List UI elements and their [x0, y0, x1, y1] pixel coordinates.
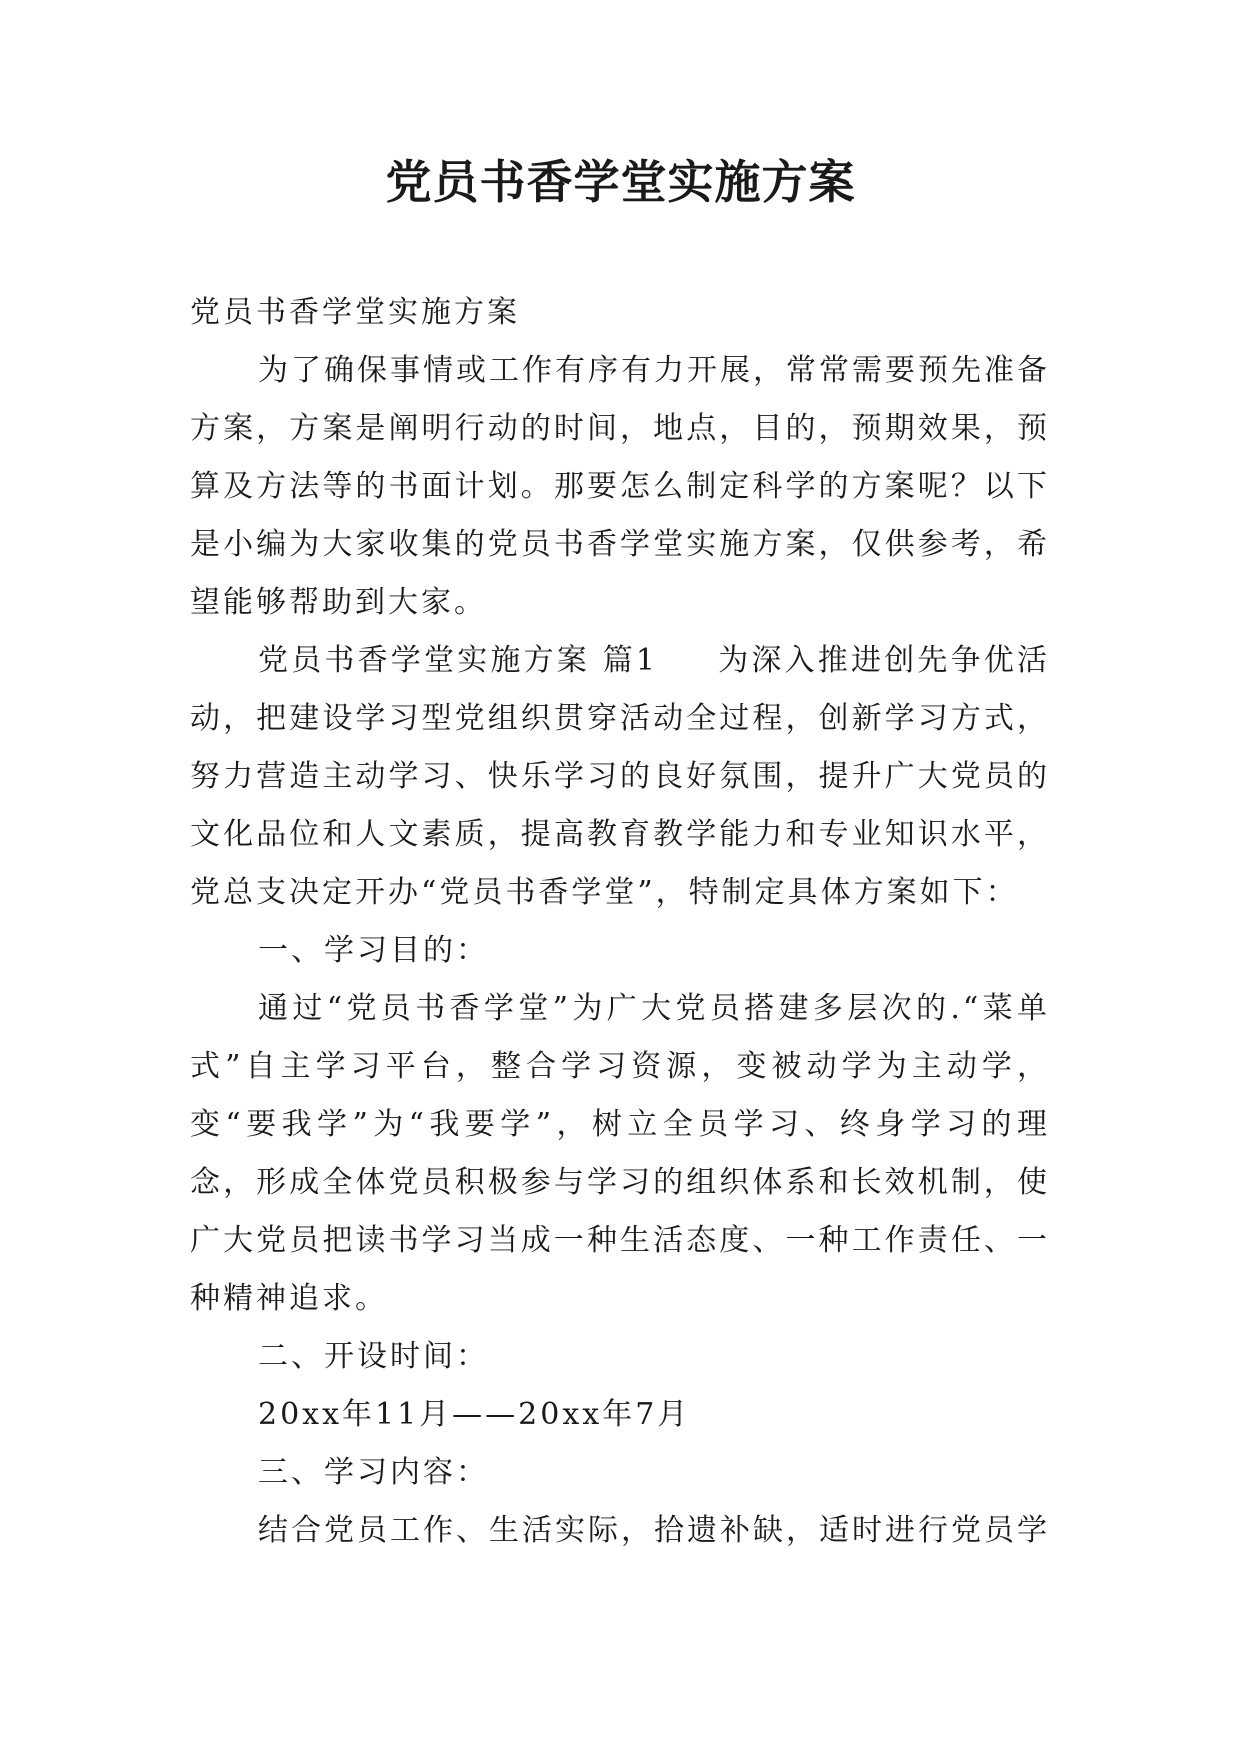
- document-body: [190, 284, 1050, 1560]
- document-subtitle: 党员书香学堂实施方案: [190, 295, 520, 330]
- section1-paragraph: 通过“党员书香学堂”为广大党员搭建多层次的.“菜单式”自主学习平台，整合学习资源，变被动学为主动学，变“要我学”为“我要学”，树立全员学习、终身学习的理念，形成全体党员积极参与学习的组织体系和长效机制，使广大党员把读书学习当成一种生活态度、一种工作责任、一种精神追求。: [190, 991, 1050, 1316]
- chapter-text: 为深入推进创先争优活动，把建设学习型党组织贯穿活动全过程，创新学习方式，努力营造主动学习、快乐学习的良好氛围，提升广大党员的文化品位和人文素质，提高教育教学能力和专业知识水平，党总支决定开办“党员书香学堂”，特制定具体方案如下：: [190, 643, 1051, 910]
- section2-heading: 二、开设时间：: [258, 1339, 489, 1374]
- section2-paragraph: 20xx年11月——20xx年7月: [258, 1397, 691, 1432]
- chapter-label: 党员书香学堂实施方案 篇1: [258, 643, 659, 678]
- chapter-paragraph: [190, 632, 1050, 922]
- intro-paragraph: 为了确保事情或工作有序有力开展，常常需要预先准备方案，方案是阐明行动的时间，地点，目的，预期效果，预算及方法等的书面计划。那要怎么制定科学的方案呢？以下是小编为大家收集的党员书香学堂实施方案，仅供参考，希望能够帮助到大家。: [190, 353, 1050, 620]
- section1-heading: 一、学习目的：: [258, 933, 489, 968]
- document-title: 党员书香学堂实施方案: [385, 155, 856, 209]
- section3-paragraph: 结合党员工作、生活实际，拾遗补缺，适时进行党员学: [258, 1513, 1050, 1548]
- section3-heading: 三、学习内容：: [258, 1455, 489, 1490]
